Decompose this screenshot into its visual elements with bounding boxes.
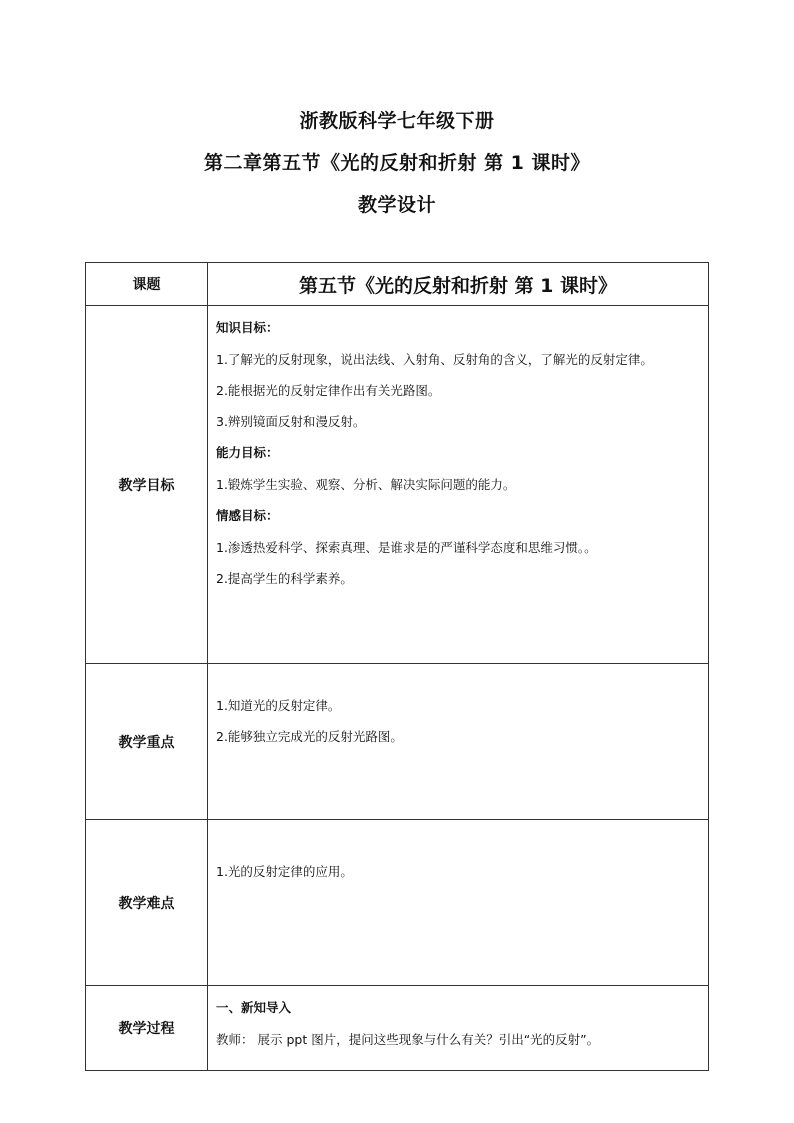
emotion-heading: 情感目标：	[216, 508, 279, 523]
document-type-title: 教学设计	[357, 194, 436, 216]
key-point-item: 2.能够独立完成光的反射光路图。	[216, 729, 403, 744]
ability-item: 1.锻炼学生实验、观察、分析、解决实际问题的能力。	[216, 477, 516, 492]
objectives-label: 教学目标	[86, 306, 208, 664]
knowledge-item: 2.能根据光的反射定律作出有关光路图。	[216, 383, 441, 398]
key-points-row	[86, 664, 709, 820]
knowledge-heading: 知识目标：	[216, 320, 279, 335]
difficulties-row	[86, 820, 709, 986]
key-points-label: 教学重点	[86, 664, 208, 820]
document-subtitle: 第二章第五节《光的反射和折射 第 1 课时》	[203, 152, 591, 174]
ability-heading: 能力目标：	[216, 445, 279, 460]
difficulty-item: 1.光的反射定律的应用。	[216, 864, 353, 879]
process-row	[86, 986, 709, 1071]
process-text: 教师： 展示 ppt 图片，提问这些现象与什么有关？引出“光的反射”。	[216, 1032, 600, 1047]
emotion-item: 2.提高学生的科学素养。	[216, 571, 353, 586]
difficulties-content	[208, 820, 709, 986]
objectives-content	[208, 306, 709, 664]
process-section-heading: 一、新知导入	[216, 1000, 292, 1015]
lesson-plan-table	[85, 262, 709, 1071]
topic-value: 第五节《光的反射和折射 第 1 课时》	[208, 263, 709, 306]
topic-row	[86, 263, 709, 306]
emotion-item: 1.渗透热爱科学、探索真理、是谁求是的严谨科学态度和思维习惯。。	[216, 540, 597, 555]
key-points-content	[208, 664, 709, 820]
document-title: 浙教版科学七年级下册	[299, 110, 495, 132]
difficulties-label: 教学难点	[86, 820, 208, 986]
process-label: 教学过程	[86, 986, 208, 1071]
topic-label: 课题	[86, 263, 208, 306]
knowledge-item: 1.了解光的反射现象，说出法线、入射角、反射角的含义，了解光的反射定律。	[216, 352, 653, 367]
process-content	[208, 986, 709, 1071]
knowledge-item: 3.辨别镜面反射和漫反射。	[216, 414, 366, 429]
objectives-row	[86, 306, 709, 664]
key-point-item: 1.知道光的反射定律。	[216, 698, 341, 713]
